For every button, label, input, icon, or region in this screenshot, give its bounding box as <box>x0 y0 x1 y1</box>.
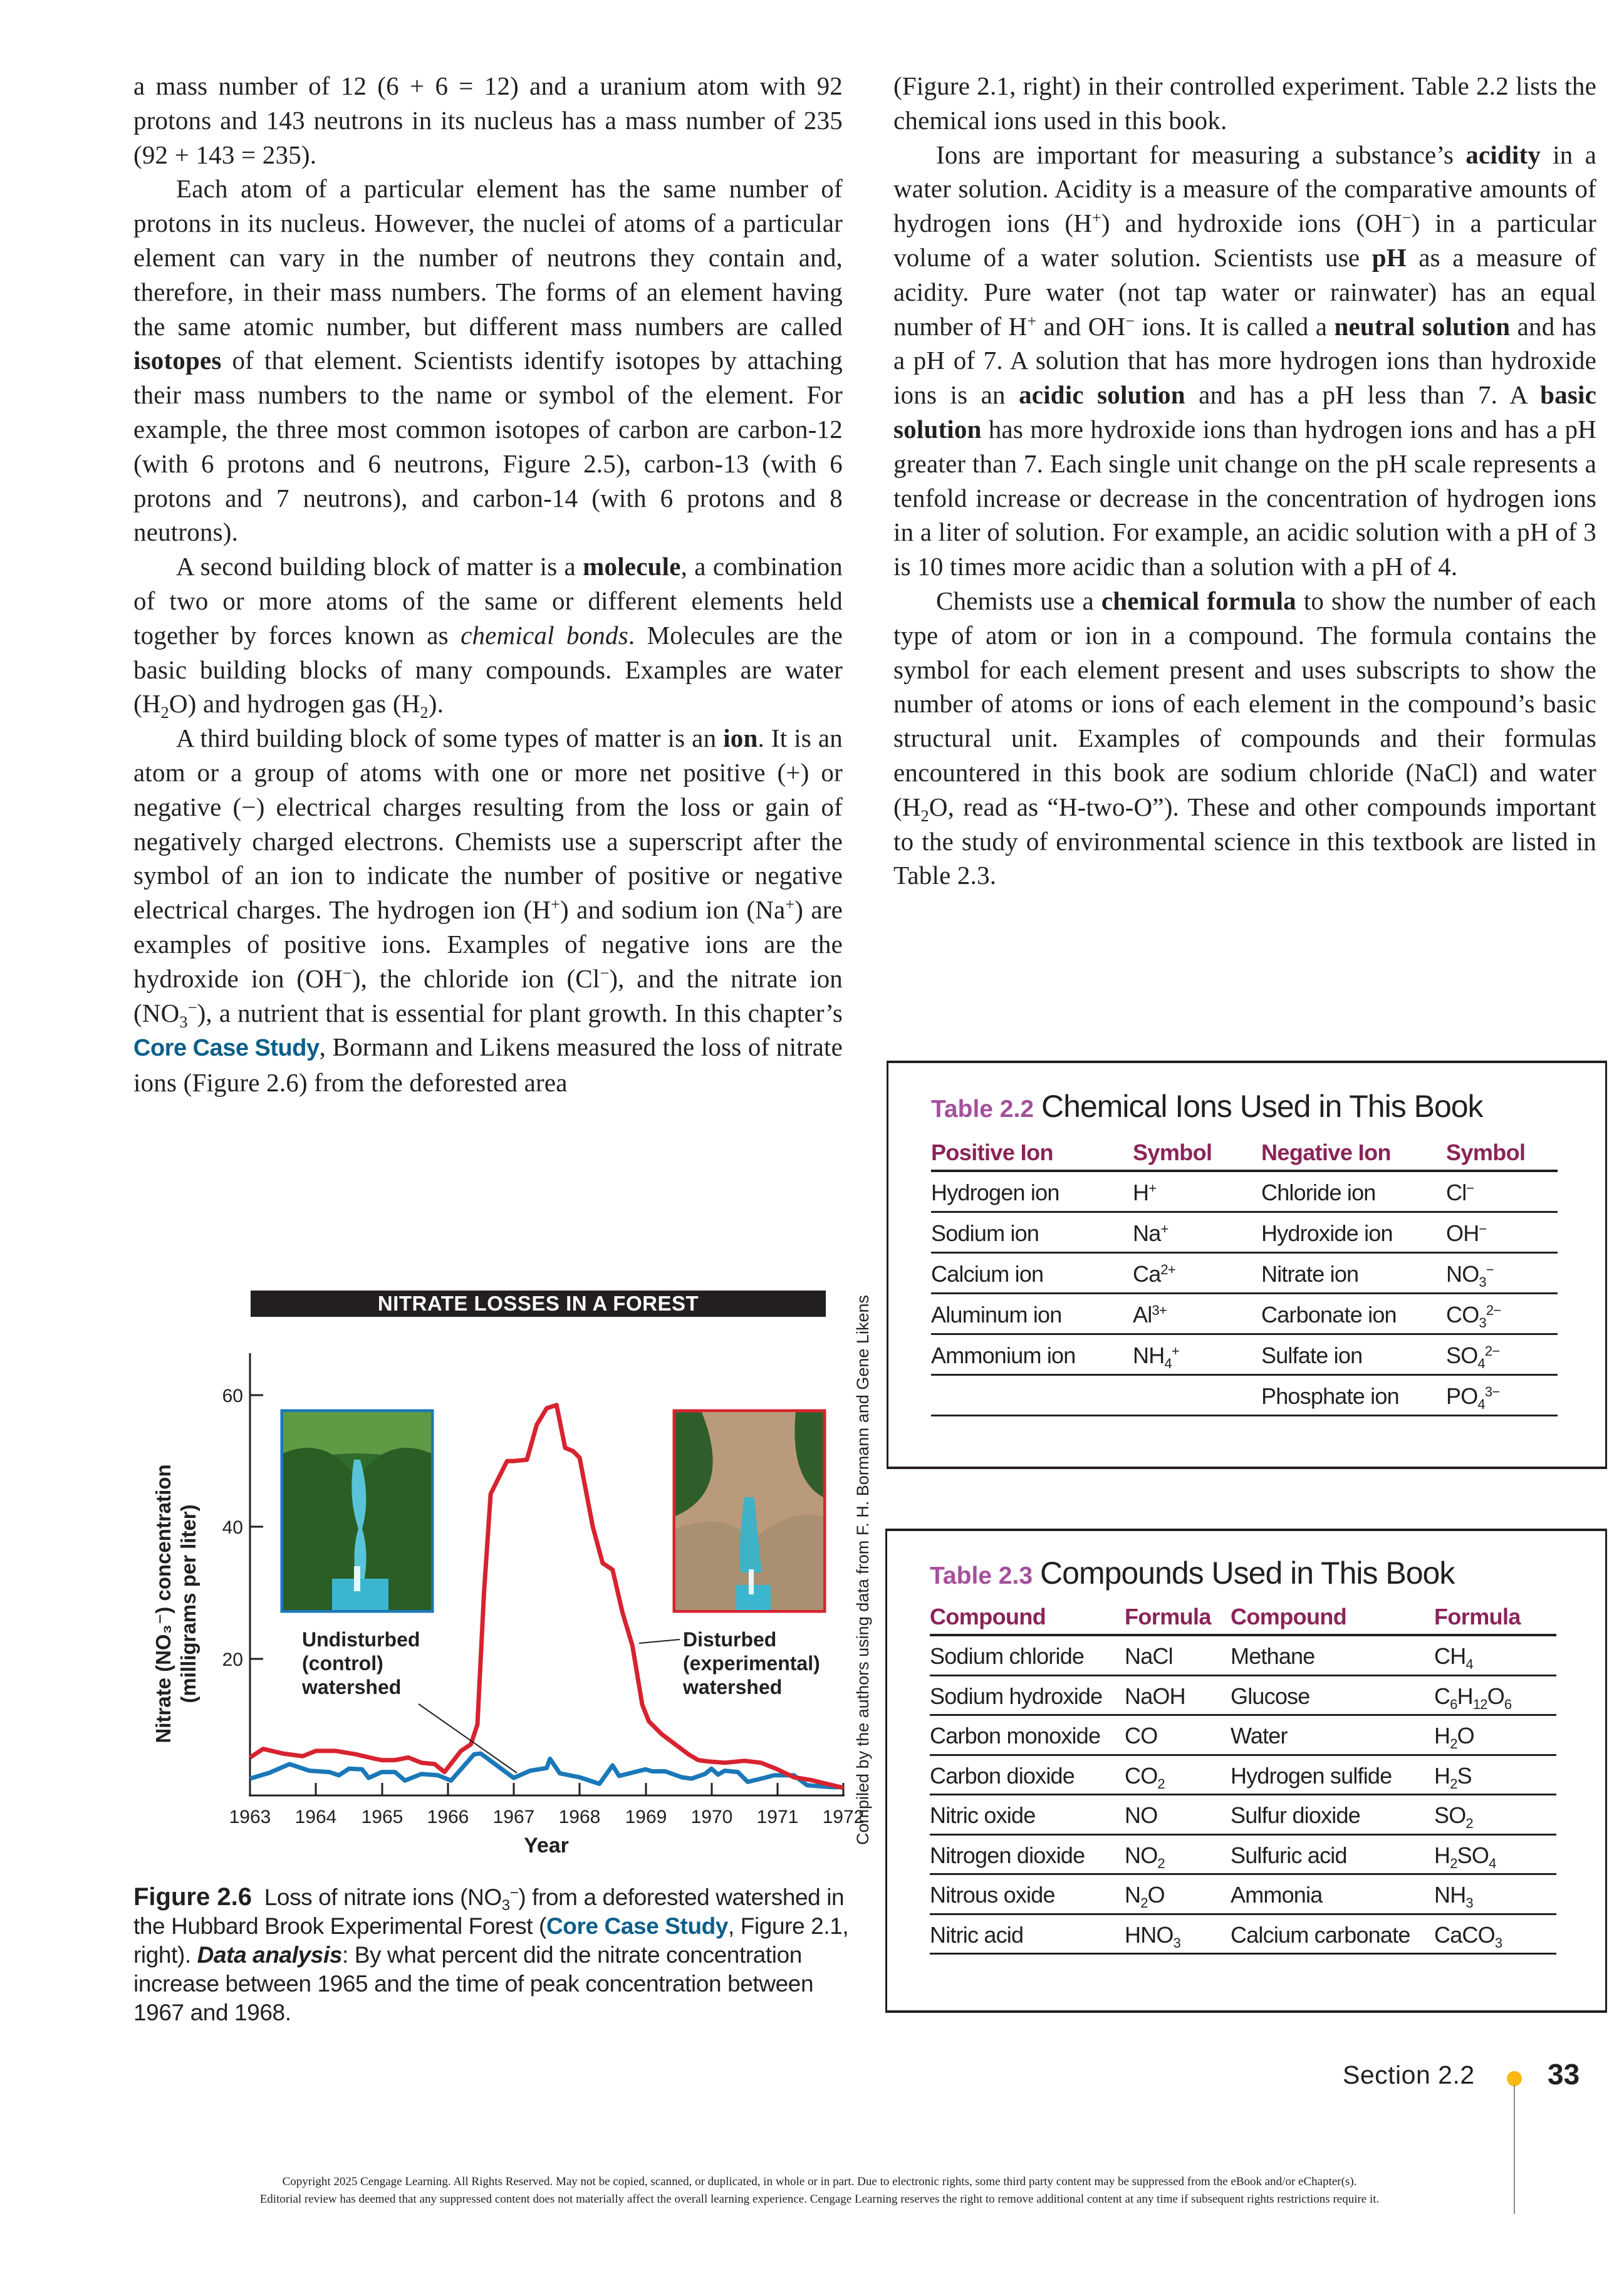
superscript: + <box>551 895 561 914</box>
paragraph-text: a mass number of 12 (6 + 6 = 12) and a uranium atom with 92 protons and 143 neutrons in its nucleus has a mass number of 235 (92 + 143 = 235). <box>133 71 843 169</box>
photo-disturbed <box>674 1411 825 1611</box>
italic-term: chemical bonds <box>461 620 628 650</box>
section-label: Section 2.2 <box>1343 2060 1475 2089</box>
left-text-column <box>133 69 843 1100</box>
compound-formula: $N_2O$ <box>1125 1882 1165 1911</box>
compound-name: Glucose <box>1231 1683 1310 1709</box>
subscript: 2 <box>1450 1736 1457 1752</box>
svg-text:watershed: watershed <box>302 1676 402 1698</box>
key-term-acidic-solution: acidic solution <box>1019 380 1185 410</box>
paragraph-text: Chemists use a <box>936 586 1101 615</box>
paragraph-acidity <box>893 138 1596 584</box>
table-row <box>930 1915 1556 1955</box>
subscript: 2 <box>1465 1816 1473 1831</box>
x-tick-labels <box>229 1807 865 1827</box>
superscript: 2+ <box>1160 1262 1175 1277</box>
copyright-notice <box>133 2173 1506 2208</box>
superscript: + <box>1148 1180 1157 1196</box>
superscript: 3+ <box>1152 1302 1167 1318</box>
positive-ion-name: Aluminum ion <box>931 1302 1062 1327</box>
superscript: + <box>1027 311 1037 330</box>
negative-ion-symbol: $CO_3^{2-}$ <box>1446 1302 1501 1331</box>
x-tick: 1969 <box>625 1807 667 1827</box>
compounds-table-grid <box>930 1599 1556 1955</box>
key-term-neutral-solution: neutral solution <box>1334 311 1511 341</box>
superscript: − <box>509 1884 519 1901</box>
ions-table-grid <box>931 1133 1558 1416</box>
subscript: 2 <box>920 806 929 825</box>
subscript: 4 <box>1465 1656 1473 1672</box>
compound-name: Methane <box>1231 1643 1315 1669</box>
superscript: + <box>1171 1343 1179 1359</box>
table-row <box>931 1376 1558 1416</box>
paragraph-text: ), the chloride ion (Cl <box>351 964 600 993</box>
paragraph-text: , a combination of two or more atoms of the same or different elements held together by forces known as <box>133 552 843 650</box>
paragraph-molecule <box>133 549 843 721</box>
table-row <box>931 1335 1558 1376</box>
compound-formula: $SO_2$ <box>1434 1802 1473 1831</box>
paragraph-text: ). <box>428 689 444 719</box>
subscript: 4 <box>1164 1356 1172 1371</box>
subscript: 6 <box>1504 1696 1512 1712</box>
compound-formula: CaCO$_3$ <box>1434 1921 1502 1951</box>
negative-ion-symbol: Cl− <box>1446 1180 1474 1205</box>
table-number: Table 2.2 <box>931 1096 1034 1123</box>
compound-name: Sodium hydroxide <box>930 1683 1103 1709</box>
copyright-line: Editorial review has deemed that any suppressed content does not materially affect the overall learning experience. Cengage Learning reserves the right to remove additional content at any time if subsequent rights restrictions require it. <box>259 2193 1380 2206</box>
label-undisturbed <box>301 1628 420 1698</box>
positive-ion-symbol: $Al^{3+}$ <box>1133 1302 1167 1327</box>
column-header: Positive Ion <box>931 1140 1053 1165</box>
compound-formula: $CH_4$ <box>1434 1643 1473 1672</box>
column-header: Negative Ion <box>1261 1140 1391 1165</box>
table-compounds <box>885 1529 1607 2013</box>
paragraph-text: ) are examples of positive ions. Examples of negative ions are the hydroxide ion (OH <box>133 895 843 993</box>
paragraph-text: as a measure of acidity. Pure water (not tap water or rainwater) has an equal number of H <box>893 242 1596 341</box>
subscript: 2 <box>1157 1855 1165 1871</box>
svg-text:Undisturbed: Undisturbed <box>302 1628 420 1651</box>
paragraph-text: in a water solution. Acidity is a measure of the comparative amounts of hydrogen ions (H <box>893 140 1596 238</box>
compound-name: Nitrous oxide <box>930 1882 1055 1908</box>
key-term-ph: pH <box>1372 242 1407 272</box>
key-term-molecule: molecule <box>583 552 681 581</box>
column-header: Compound <box>1231 1604 1347 1629</box>
superscript: 2− <box>1484 1343 1500 1359</box>
positive-ion-symbol: $NH_4^+$ <box>1133 1343 1179 1371</box>
series-undisturbed-line <box>250 1753 843 1787</box>
paragraph-text: ), a nutrient that is essential for plant growth. In this chapter’s <box>197 998 843 1027</box>
compound-name: Nitric acid <box>930 1921 1024 1948</box>
paragraph-text: and has a pH less than 7. A <box>1185 380 1541 410</box>
table-name: Compounds Used in This Book <box>1040 1556 1455 1591</box>
figure-number: Figure 2.6 <box>133 1883 252 1911</box>
paragraph-text: has more hydroxide ions than hydrogen ions and has a pH greater than 7. Each single unit change on the pH scale represents a tenfold increase or decrease in the concentration of hydrogen ions in a liter of solution. For example, an acidic solution with a pH of 3 is 10 times more acidic than a solution with a pH of 4. <box>893 414 1596 581</box>
table-row <box>930 1636 1556 1676</box>
y-tick-60: 60 <box>222 1386 243 1406</box>
key-term-acidity: acidity <box>1465 140 1541 169</box>
superscript: − <box>1402 209 1412 227</box>
positive-ion-symbol: Na+ <box>1133 1220 1169 1246</box>
y-axis-label-line1: Nitrate (NO₃⁻) concentration <box>152 1464 175 1743</box>
negative-ion-symbol: $NO_3^-$ <box>1446 1261 1494 1290</box>
paragraph-text: ) and sodium ion (Na <box>560 895 786 925</box>
compound-formula: $NO_2$ <box>1125 1842 1165 1871</box>
compound-formula: NaCl <box>1125 1643 1173 1669</box>
subscript: 2 <box>420 704 429 722</box>
subscript: 2 <box>1450 1855 1457 1871</box>
compound-formula: $C_6H_{12}O_6$ <box>1434 1683 1512 1712</box>
superscript: + <box>1160 1221 1169 1237</box>
x-tick: 1963 <box>229 1807 271 1827</box>
paragraph-text: O, read as “H-two-O”). These and other compounds important to the study of environmental science in this textbook are listed in Table 2.3. <box>893 792 1596 890</box>
y-tick-labels <box>222 1386 243 1670</box>
paragraph-chemical-formula <box>893 584 1596 893</box>
compound-formula: NO <box>1125 1802 1158 1828</box>
paragraph-text: ions. It is called a <box>1135 311 1335 341</box>
paragraph-text: O) and hydrogen gas (H <box>169 689 420 719</box>
data-credit: Compiled by the authors using data from F. H. Bormann and Gene Likens <box>853 1295 872 1845</box>
subscript: 4 <box>1489 1855 1496 1871</box>
table-row <box>930 1836 1556 1876</box>
leader-line-disturbed <box>639 1639 680 1643</box>
caption-text: : By what percent did the nitrate concentration increase between 1965 and the time of peak concentration between 1967 and 1968. <box>133 1942 814 2025</box>
data-analysis-label: Data analysis <box>197 1942 342 1968</box>
figure-caption <box>133 1883 860 2027</box>
page-marker-dot-icon <box>1507 2071 1522 2086</box>
column-header: Symbol <box>1133 1140 1212 1165</box>
subscript: 4 <box>1477 1396 1485 1412</box>
label-disturbed <box>682 1628 820 1698</box>
compound-formula: $H_2SO_4$ <box>1434 1842 1496 1871</box>
paragraph-text: and OH <box>1036 311 1126 341</box>
subscript: 3 <box>501 1897 510 1914</box>
subscript: 3 <box>1479 1315 1486 1331</box>
caption-text: , Figure 2.1, right). <box>133 1913 849 1968</box>
compound-formula: NaOH <box>1125 1683 1185 1709</box>
copyright-line: Copyright 2025 Cengage Learning. All Rights Reserved. May not be copied, scanned, or duplicated, in whole or in part. Due to electronic rights, some third party content may be suppressed from the eBook and/or eChapter(s). <box>282 2175 1357 2188</box>
positive-ion-name: Calcium ion <box>931 1261 1044 1287</box>
superscript: − <box>187 998 197 1017</box>
superscript: − <box>342 964 352 982</box>
right-text-column <box>893 69 1596 893</box>
caption-text: Loss of nitrate ions (NO <box>264 1884 502 1910</box>
table-title <box>931 1088 1483 1125</box>
key-term-basic-solution: basic solution <box>893 380 1596 444</box>
positive-ion-name: Sodium ion <box>931 1220 1039 1246</box>
compound-formula: $NH_3$ <box>1434 1882 1473 1911</box>
superscript: + <box>1092 209 1101 227</box>
x-tick: 1964 <box>294 1807 337 1827</box>
table-row <box>931 1172 1558 1213</box>
compound-name: Carbon monoxide <box>930 1723 1101 1748</box>
paragraph-text: , Bormann and Likens measured the loss of nitrate ions (Figure 2.6) from the deforested area <box>133 1032 843 1098</box>
superscript: − <box>1466 1180 1474 1196</box>
compound-name: Sodium chloride <box>930 1643 1085 1669</box>
negative-ion-name: Nitrate ion <box>1261 1261 1359 1287</box>
key-term-isotopes: isotopes <box>133 346 222 375</box>
table-title <box>930 1555 1454 1591</box>
svg-text:(control): (control) <box>302 1652 383 1675</box>
compound-name: Sulfur dioxide <box>1231 1802 1360 1828</box>
negative-ion-symbol: $SO_4^{2-}$ <box>1446 1343 1500 1371</box>
subscript: 12 <box>1472 1696 1487 1712</box>
y-axis-label <box>152 1464 200 1743</box>
x-tick: 1965 <box>361 1807 403 1827</box>
svg-text:Disturbed: Disturbed <box>683 1628 777 1651</box>
subscript: 3 <box>1494 1935 1502 1951</box>
compound-name: Sulfuric acid <box>1231 1842 1347 1868</box>
paragraph-text: and has a pH of 7. A solution that has more hydrogen ions than hydroxide ions is an <box>893 311 1596 410</box>
compound-formula: CO <box>1125 1723 1158 1748</box>
chart-plot <box>138 1291 877 1867</box>
subscript: 3 <box>1173 1935 1181 1951</box>
compound-name: Ammonia <box>1231 1882 1323 1908</box>
paragraph-text: of that element. Scientists identify isotopes by attaching their mass numbers to the name or symbol of the element. For example, the three most common isotopes of carbon are carbon-12 (with 6 protons and 6 neutrons, Figure 2.5), carbon-13 (with 6 protons and 7 neutrons), and carbon-14 (with 6 protons and 8 neutrons). <box>133 346 843 547</box>
nitrate-losses-chart <box>138 1291 877 1867</box>
superscript: + <box>785 895 795 914</box>
page-number: 33 <box>1548 2058 1580 2091</box>
table-row <box>930 1676 1556 1717</box>
negative-ion-symbol: $PO_4^{3-}$ <box>1446 1383 1500 1412</box>
subscript: 3 <box>179 1012 188 1031</box>
subscript: 3 <box>1479 1274 1486 1290</box>
x-tick: 1972 <box>822 1807 865 1827</box>
subscript: 2 <box>160 704 169 722</box>
x-tick: 1967 <box>492 1807 535 1827</box>
core-case-study-link[interactable]: Core Case Study <box>546 1913 729 1939</box>
y-axis-label-line2: (milligrams per liter) <box>177 1504 200 1703</box>
caption-text: ) from a deforested watershed in the Hubbard Brook Experimental Forest ( <box>133 1884 845 1939</box>
column-header: Compound <box>930 1604 1046 1629</box>
svg-text:watershed: watershed <box>683 1676 783 1698</box>
compound-name: Carbon dioxide <box>930 1762 1075 1789</box>
table-row <box>931 1294 1558 1335</box>
superscript: 2− <box>1486 1302 1501 1318</box>
negative-ion-name: Chloride ion <box>1261 1180 1376 1205</box>
paragraph-text: ), and the nitrate ion (NO <box>133 964 843 1027</box>
table-row <box>930 1716 1556 1756</box>
compound-formula: $H_2S$ <box>1434 1762 1472 1792</box>
compound-name: Nitric oxide <box>930 1802 1036 1828</box>
subscript: 3 <box>1465 1895 1473 1911</box>
subscript: 2 <box>1140 1895 1148 1911</box>
compound-name: Water <box>1231 1723 1288 1748</box>
superscript: − <box>1479 1221 1487 1237</box>
negative-ion-name: Sulfate ion <box>1261 1343 1363 1368</box>
subscript: 4 <box>1477 1356 1485 1371</box>
paragraph-text: Ions are important for measuring a substance’s <box>936 140 1466 169</box>
paragraph-text: Each atom of a particular element has the same number of protons in its nucleus. However, the nuclei of atoms of a particular element can vary in the number of neutrons they contain and, therefore, in their mass numbers. The forms of an element having the same atomic number, but different mass numbers are called <box>133 174 843 341</box>
negative-ion-name: Phosphate ion <box>1261 1383 1399 1409</box>
x-tick: 1968 <box>558 1807 601 1827</box>
superscript: − <box>1486 1262 1494 1277</box>
negative-ion-name: Hydroxide ion <box>1261 1220 1393 1246</box>
chart-title: NITRATE LOSSES IN A FOREST <box>251 1291 826 1317</box>
paragraph-text: to show the number of each type of atom or ion in a compound. The formula contains the symbol for each element present and uses subscripts to show the number of atoms or ions of each element in the compound’s basic structural unit. Examples of compounds and their formulas encountered in this book are sodium chloride (NaCl) and water (H <box>893 586 1596 821</box>
table-row <box>931 1213 1558 1254</box>
key-term-chemical-formula: chemical formula <box>1101 586 1296 615</box>
superscript: − <box>1125 311 1135 330</box>
paragraph-text: . It is an atom or a group of atoms with one or more net positive (+) or negative (−) electrical charges resulting from the loss or gain of negatively charged electrons. Chemists use a superscript after the symbol of an ion to indicate the number of positive or negative electrical charges. The hydrogen ion (H <box>133 724 843 925</box>
y-tick-20: 20 <box>222 1649 243 1670</box>
table-row <box>930 1875 1556 1915</box>
table-header-row <box>931 1133 1558 1172</box>
subscript: 2 <box>1450 1775 1457 1792</box>
negative-ion-name: Carbonate ion <box>1261 1302 1397 1327</box>
compound-formula: $CO_2$ <box>1125 1762 1165 1792</box>
paragraph-text: A third building block of some types of matter is an <box>176 724 724 753</box>
table-chemical-ions <box>887 1061 1607 1469</box>
paragraph <box>133 69 843 172</box>
compound-name: Nitrogen dioxide <box>930 1842 1085 1868</box>
paragraph-text: (Figure 2.1, right) in their controlled experiment. Table 2.2 lists the chemical ions used in this book. <box>893 71 1596 135</box>
paragraph-isotopes <box>133 172 843 549</box>
paragraph <box>893 69 1596 138</box>
compound-name: Calcium carbonate <box>1231 1921 1410 1948</box>
positive-ion-name: Hydrogen ion <box>931 1180 1059 1205</box>
core-case-study-link[interactable]: Core Case Study <box>133 1035 320 1062</box>
paragraph-text: A second building block of matter is a <box>176 552 583 581</box>
photo-undisturbed <box>282 1411 432 1611</box>
compound-formula: $HNO_3$ <box>1125 1921 1181 1951</box>
x-tick: 1966 <box>427 1807 469 1827</box>
x-tick: 1971 <box>756 1807 799 1827</box>
x-axis-label: Year <box>524 1834 569 1857</box>
paragraph-text: ) and hydroxide ions (OH <box>1101 209 1402 238</box>
column-header: Formula <box>1125 1604 1211 1629</box>
superscript: − <box>600 964 610 982</box>
positive-ion-symbol: H+ <box>1133 1180 1157 1205</box>
compound-name: Hydrogen sulfide <box>1231 1762 1392 1789</box>
compound-formula: $H_2O$ <box>1434 1723 1474 1752</box>
y-tick-40: 40 <box>222 1517 243 1538</box>
column-header: Symbol <box>1446 1140 1526 1165</box>
table-row <box>931 1254 1558 1294</box>
svg-text:(experimental): (experimental) <box>683 1652 820 1675</box>
table-number: Table 2.3 <box>930 1562 1033 1589</box>
positive-ion-name: Ammonium ion <box>931 1343 1076 1368</box>
superscript: 3− <box>1484 1384 1500 1400</box>
paragraph-text: . Molecules are the basic building blocks of many compounds. Examples are water (H <box>133 620 843 719</box>
table-header-row <box>930 1599 1556 1636</box>
page-marker-rule <box>1514 2085 1515 2214</box>
table-name: Chemical Ions Used in This Book <box>1041 1089 1483 1124</box>
key-term-ion: ion <box>723 724 758 753</box>
column-header: Formula <box>1434 1604 1521 1629</box>
subscript: 2 <box>1157 1775 1165 1792</box>
subscript: 6 <box>1450 1696 1457 1712</box>
positive-ion-symbol: $Ca^{2+}$ <box>1133 1261 1175 1287</box>
paragraph-ion <box>133 721 843 1100</box>
x-tick: 1970 <box>690 1807 733 1827</box>
table-row <box>930 1756 1556 1796</box>
negative-ion-symbol: OH− <box>1446 1220 1487 1246</box>
table-row <box>930 1795 1556 1836</box>
paragraph-text: ) in a particular volume of a water solution. Scientists use <box>893 209 1596 272</box>
